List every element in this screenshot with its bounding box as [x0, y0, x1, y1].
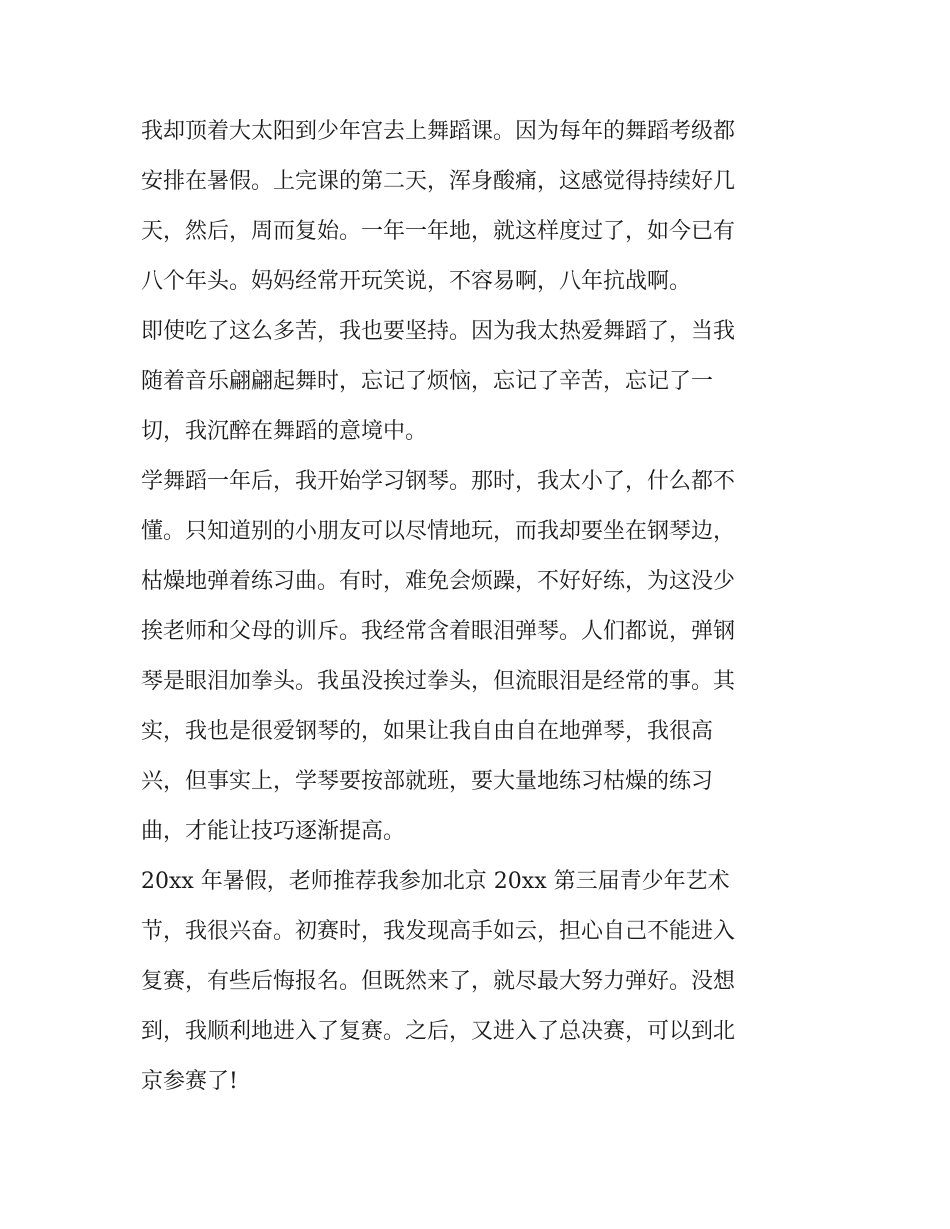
- text-line: 节，我很兴奋。初赛时，我发现高手如云，担心自己不能进入: [141, 919, 736, 944]
- text-line: 随着音乐翩翩起舞时，忘记了烦恼，忘记了辛苦，忘记了一: [141, 369, 714, 394]
- text-line: 天，然后，周而复始。一年一年地，就这样度过了，如今已有: [141, 219, 736, 244]
- text-line: 20xx 年暑假，老师推荐我参加北京 20xx 第三届青少年艺术: [141, 869, 730, 894]
- text-line: 京参赛了!: [141, 1069, 238, 1094]
- text-line: 琴是眼泪加拳头。我虽没挨过拳头，但流眼泪是经常的事。其: [141, 669, 736, 694]
- text-line: 我却顶着大太阳到少年宫去上舞蹈课。因为每年的舞蹈考级都: [141, 119, 736, 144]
- text-line: 挨老师和父母的训斥。我经常含着眼泪弹琴。人们都说，弹钢: [141, 619, 736, 644]
- text-line: 八个年头。妈妈经常开玩笑说，不容易啊，八年抗战啊。: [141, 269, 692, 294]
- text-line: 复赛，有些后悔报名。但既然来了，就尽最大努力弹好。没想: [141, 969, 736, 994]
- text-line: 兴，但事实上，学琴要按部就班，要大量地练习枯燥的练习: [141, 769, 714, 794]
- text-line: 安排在暑假。上完课的第二天，浑身酸痛，这感觉得持续好几: [141, 169, 736, 194]
- text-line: 实，我也是很爱钢琴的，如果让我自由自在地弹琴，我很高: [141, 719, 714, 744]
- text-line: 曲，才能让技巧逐渐提高。: [141, 819, 406, 844]
- text-line: 即使吃了这么多苦，我也要坚持。因为我太热爱舞蹈了，当我: [141, 319, 736, 344]
- article-body: [141, 107, 821, 1107]
- text-line: 切，我沉醉在舞蹈的意境中。: [141, 419, 428, 444]
- text-line: 枯燥地弹着练习曲。有时，难免会烦躁，不好好练，为这没少: [141, 569, 736, 594]
- text-line: 学舞蹈一年后，我开始学习钢琴。那时，我太小了，什么都不: [141, 469, 736, 494]
- text-line: 到，我顺利地进入了复赛。之后，又进入了总决赛，可以到北: [141, 1019, 736, 1044]
- text-line: 懂。只知道别的小朋友可以尽情地玩，而我却要坐在钢琴边，: [141, 519, 736, 544]
